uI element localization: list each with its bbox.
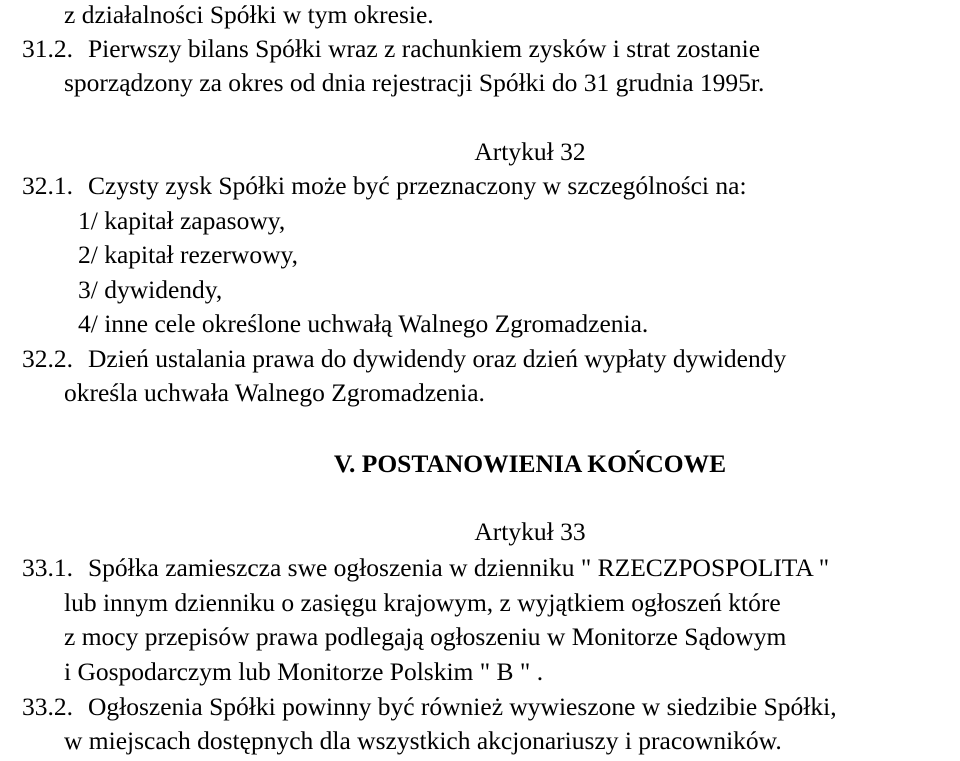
- paragraph-33-2-line-2: w miejscach dostępnych dla wszystkich akcjonariuszy i pracowników.: [64, 726, 782, 755]
- paragraph-number-31-2: 31.2.: [22, 34, 73, 63]
- paragraph-33-1-line-1: Spółka zamieszcza swe ogłoszenia w dzienniku " RZECZPOSPOLITA ": [88, 553, 830, 582]
- list-item: 1/ kapitał zapasowy,: [78, 206, 286, 235]
- paragraph-number-33-1: 33.1.: [22, 553, 73, 582]
- list-item: 3/ dywidendy,: [78, 275, 223, 304]
- section-5-heading: V. POSTANOWIENIA KOŃCOWE: [333, 449, 727, 478]
- paragraph-32-2-line-2: określa uchwała Walnego Zgromadzenia.: [64, 378, 485, 407]
- paragraph-33-1-line-2: lub innym dzienniku o zasięgu krajowym, z wyjątkiem ogłoszeń które: [64, 588, 781, 617]
- paragraph-number-33-2: 33.2.: [22, 692, 73, 721]
- paragraph-31-2-line-2: sporządzony za okres od dnia rejestracji Spółki do 31 grudnia 1995r.: [64, 68, 765, 97]
- paragraph-32-2-line-1: Dzień ustalania prawa do dywidendy oraz dzień wypłaty dywidendy: [88, 344, 787, 373]
- paragraph-31-2-line-1: Pierwszy bilans Spółki wraz z rachunkiem zysków i strat zostanie: [88, 34, 761, 63]
- article-33-heading: Artykuł 33: [474, 517, 586, 546]
- paragraph-33-2-line-1: Ogłoszenia Spółki powinny być również wywieszone w siedzibie Spółki,: [88, 692, 837, 721]
- paragraph-33-1-line-4: i Gospodarczym lub Monitorze Polskim " B " .: [64, 657, 544, 686]
- list-item: 2/ kapitał rezerwowy,: [78, 240, 298, 269]
- article-32-heading: Artykuł 32: [474, 137, 586, 166]
- paragraph-33-1-line-3: z mocy przepisów prawa podlegają ogłoszeniu w Monitorze Sądowym: [64, 622, 787, 651]
- paragraph-number-32-1: 32.1.: [22, 171, 73, 200]
- paragraph-number-32-2: 32.2.: [22, 344, 73, 373]
- paragraph-32-1-text: Czysty zysk Spółki może być przeznaczony w szczególności na:: [88, 171, 747, 200]
- list-item: 4/ inne cele określone uchwałą Walnego Zgromadzenia.: [78, 309, 649, 338]
- top-line: z działalności Spółki w tym okresie.: [64, 0, 434, 29]
